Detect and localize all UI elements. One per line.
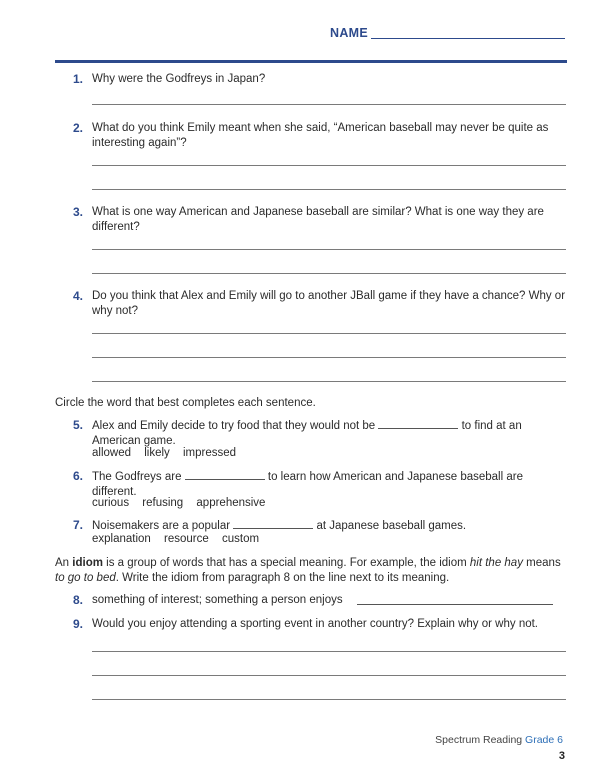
idiom-part1: is a group of words that has a special meaning. For example, the idiom <box>106 557 467 569</box>
top-rule <box>55 60 567 63</box>
question-6-number: 6. <box>73 469 84 483</box>
idiom-meaning: to go to bed <box>55 571 116 584</box>
idiom-word: idiom <box>72 557 103 569</box>
page-number: 3 <box>558 750 565 762</box>
question-2-number: 2. <box>73 121 84 135</box>
choice-impressed[interactable]: impressed <box>182 447 237 459</box>
circle-instruction: Circle the word that best completes each sentence. <box>55 397 316 409</box>
choice-apprehensive[interactable]: apprehensive <box>196 497 266 509</box>
idiom-part3: . Write the idiom from paragraph 8 on the line next to its meaning. <box>115 571 450 584</box>
question-1-number: 1. <box>73 72 84 86</box>
answer-line-2a[interactable] <box>92 165 566 166</box>
question-5-text <box>92 418 562 448</box>
footer-brand <box>435 734 563 746</box>
question-9-text: Would you enjoy attending a sporting event in another country? Explain why or why not. <box>92 618 539 630</box>
footer-brand-name: Spectrum Reading <box>435 734 523 746</box>
question-8-answer-line[interactable] <box>357 604 553 605</box>
question-6-before: The Godfreys are <box>92 471 182 483</box>
name-line[interactable] <box>371 38 565 39</box>
choice-resource[interactable]: resource <box>164 533 209 545</box>
answer-line-9b[interactable] <box>92 675 566 676</box>
answer-line-9a[interactable] <box>92 651 566 652</box>
idiom-part2: means <box>526 557 561 569</box>
answer-line-2b[interactable] <box>92 189 566 190</box>
choice-explanation[interactable]: explanation <box>92 533 151 545</box>
question-4-number: 4. <box>73 289 84 303</box>
question-6-text <box>92 469 562 499</box>
choice-allowed[interactable]: allowed <box>92 447 131 459</box>
idiom-an: An <box>55 557 70 569</box>
question-1-text: Why were the Godfreys in Japan? <box>92 73 266 85</box>
question-6-blank[interactable] <box>185 469 265 480</box>
question-5-before: Alex and Emily decide to try food that they would not be <box>92 420 376 432</box>
footer-grade: Grade 6 <box>525 734 563 746</box>
answer-line-3a[interactable] <box>92 249 566 250</box>
answer-line-1a[interactable] <box>92 104 566 105</box>
question-7-number: 7. <box>73 518 84 532</box>
question-5-after: to find at an American game. <box>92 420 522 447</box>
answer-line-4a[interactable] <box>92 333 566 334</box>
answer-line-3b[interactable] <box>92 273 566 274</box>
question-8-number: 8. <box>73 593 84 607</box>
question-4-text: Do you think that Alex and Emily will go to another JBall game if they have a chance? Why or why not? <box>92 290 566 317</box>
question-5-choices <box>92 446 246 461</box>
answer-line-9c[interactable] <box>92 699 566 700</box>
answer-line-4b[interactable] <box>92 357 566 358</box>
question-5-blank[interactable] <box>378 418 458 429</box>
question-3-text: What is one way American and Japanese baseball are similar? What is one way they are different? <box>92 206 544 233</box>
question-3-number: 3. <box>73 205 84 219</box>
question-8-text: something of interest; something a person enjoys <box>92 594 343 606</box>
choice-custom[interactable]: custom <box>221 533 260 545</box>
choice-refusing[interactable]: refusing <box>142 497 184 509</box>
question-7-before: Noisemakers are a popular <box>92 520 231 532</box>
answer-line-4c[interactable] <box>92 381 566 382</box>
question-6-after: to learn how American and Japanese baseball are different. <box>92 471 523 498</box>
question-7-after: at Japanese baseball games. <box>316 520 467 532</box>
question-2-text: What do you think Emily meant when she said, “American baseball may never be quite as interesting again”? <box>92 122 549 149</box>
name-label: NAME <box>330 26 369 40</box>
choice-curious[interactable]: curious <box>92 497 130 509</box>
question-6-choices <box>92 496 275 511</box>
idiom-example: hit the hay <box>469 557 523 569</box>
question-5-number: 5. <box>73 418 84 432</box>
question-7-blank[interactable] <box>233 518 313 529</box>
choice-likely[interactable]: likely <box>144 447 170 459</box>
question-9-number: 9. <box>73 617 84 631</box>
question-7-choices <box>92 532 269 547</box>
idiom-paragraph <box>55 556 567 585</box>
